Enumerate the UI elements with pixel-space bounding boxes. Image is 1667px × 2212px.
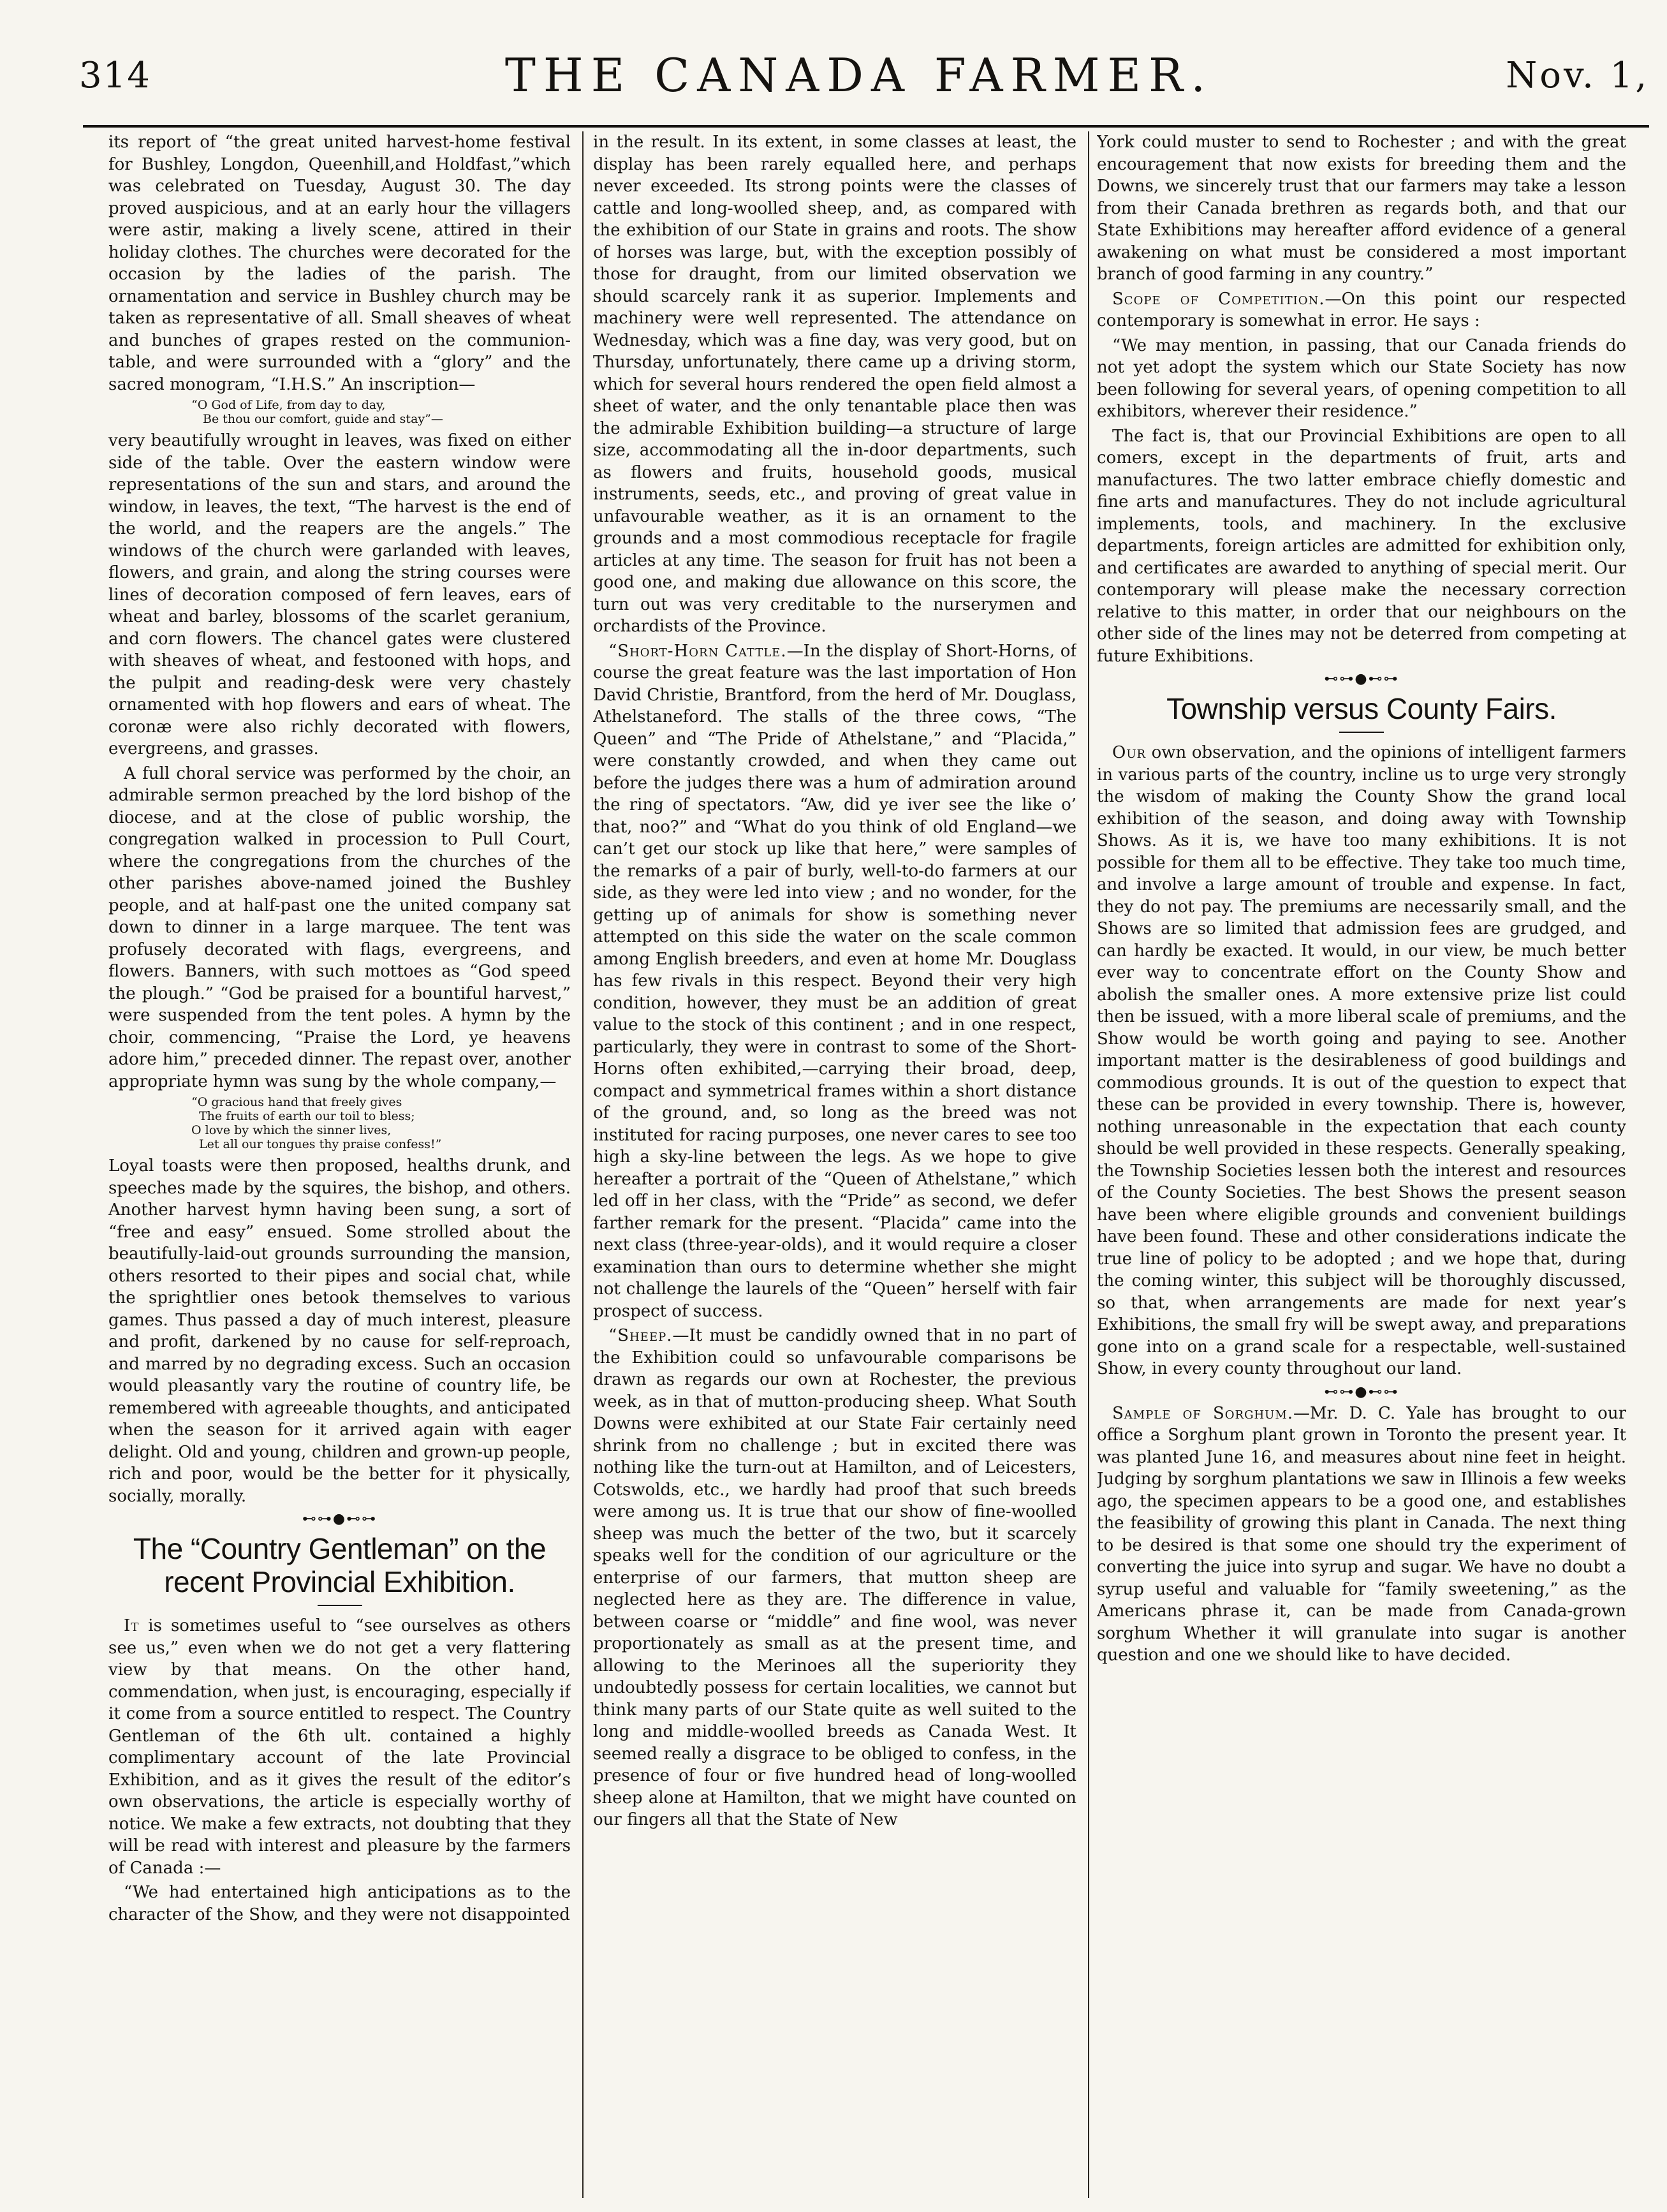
article-paragraph: [1097, 288, 1626, 332]
heading-rule: [1339, 732, 1384, 733]
verse-line: The fruits of earth our toil to bless;: [199, 1109, 415, 1123]
article-paragraph: [1097, 742, 1626, 1380]
lead-in: It: [124, 1616, 140, 1635]
lead-in: “Short-Horn Cattle.: [608, 641, 787, 661]
article-paragraph: [593, 640, 1076, 1323]
inscription-verse: [108, 398, 571, 426]
article-heading: Township versus County Fairs.: [1166, 692, 1557, 725]
page-number: 314: [79, 55, 151, 96]
article-heading: The “Country Gentleman” on the recent Provincial Exhibition.: [133, 1532, 547, 1598]
section-separator: ⊷⊶●⊷⊶: [1324, 1383, 1399, 1400]
lead-in: “Sheep.: [608, 1326, 673, 1345]
section-separator: ⊷⊶●⊷⊶: [302, 1511, 378, 1527]
paragraph-text: own observation, and the opinions of intelligent farmers in various parts of the country, incline us to urge very strongly the wisdom of making the County Show the grand local exhibition of the season, and doing away with Township Shows. As it is, we have too many exhibitions. It is not possible for them all to be effective. They take too much time, and involve a large amount of trouble and expense. In fact, they do not pay. The premiums are necessarily small, and the Shows are so limited that admission fees are grudged, and can hardly be exacted. It would, in our view, be much better ever way to concentrate effort on the County Show and abolish the smaller ones. A more extensive prize list could then be issued, with a more liberal scale of premiums, and the Show would be worth going and paying to see. Another important matter is the desirableness of good buildings and commodious grounds. It is out of the question to expect that these can be provided in every township. There is, however, nothing unreasonable in the expectation that each county should be well provided in these respects. Generally speaking, the Township Societies lessen both the interest and resources of the County Societies. The best Shows the present season have been where eligible grounds and convenient buildings have been found. These and other considerations indicate the true line of policy to be adopted ; and we hope that, during the coming winter, this subject will be thoroughly discussed, so that, when arrangements are made for next year’s Exhibitions, the small fry will be swept away, and preparations gone into on a grand scale for a respectable, well-sustained Show, in every county throughout our land.: [1097, 743, 1626, 1378]
issue-date: Nov. 1,: [1506, 55, 1649, 96]
verse-line: Be thou our comfort, guide and stay”—: [203, 412, 443, 426]
paragraph-text: —Mr. D. C. Yale has brought to our office a Sorghum plant grown in Toronto the present year. It was planted June 16, and measures about nine feet in height. Judging by sorghum plantations we saw in Illinois a few weeks ago, the specimen appears to be a good one, and establishes the feasibility of growing this plant in Canada. The next thing to be desired is that some one should try the experiment of converting the juice into syrup and sugar. We have no doubt a syrup useful and valuable for “family sweetening,” as the Americans phrase it, can be made from Canada-grown sorghum Whether it will granulate into sugar is another question and one we should like to have decided.: [1097, 1403, 1626, 1665]
column-3: [1097, 131, 1626, 2204]
column-divider: [582, 131, 584, 2198]
paragraph-text: —In the display of Short-Horns, of course the great feature was the last importation of Hon David Christie, Brantford, from the herd of Mr. Douglass, Athelstaneford. The stalls of the three cows, “The Queen” and “The Pride of Athelstane,” and “Placida,” were constantly crowded, and when they came out before the judges there was a hum of admiration around the ring of spectators. “Aw, did ye iver see the like o’ that, noo?” and “What do you think of old England—we can’t get our stock up like that here,” were samples of the remarks of a pair of burly, well-to-do farmers at our side, as they were led into view ; and no wonder, for the getting up of animals for show is something never attempted on this side the water on the scale common among English breeders, and even at home Mr. Douglass has few rivals in this respect. Beyond their very high condition, however, they must be an addition of great value to the stock of this continent ; and in one respect, particularly, they were in contrast to some of the Short-Horns often exhibited,—carrying their broad, deep, compact and symmetrical frames within a short distance of the ground, and, so long as the breed was not instituted for racing purposes, one never cares to see too high a sky-line between the legs. As we hope to give hereafter a portrait of the “Queen of Athelstane,” which led off in her class, with the “Pride” as second, we defer farther remark for the present. “Placida” came into the next class (three-year-olds), and it would require a closer examination than ours to determine whether she might not challenge the laurels of the “Queen” herself with fair prospect of success.: [593, 641, 1076, 1321]
paragraph-text: is sometimes useful to “see ourselves as others see us,” even when we do not get a very flattering view by that means. On the other hand, commendation, when just, is encouraging, especially if it come from a source entitled to respect. The Country Gentleman of the 6th ult. contained a highly complimentary account of the late Provincial Exhibition, and as it gives the result of the editor’s own observations, the article is especially worthy of notice. We make a few extracts, not doubting that they will be read with interest and pleasure by the farmers of Canada :—: [108, 1616, 571, 1878]
column-2: [593, 131, 1076, 2204]
lead-in: Sample of Sorghum.: [1112, 1403, 1294, 1423]
paragraph-text: —On this point our respected contemporary is somewhat in error. He says :: [1097, 289, 1626, 330]
column-divider: [1088, 131, 1089, 2198]
verse-line: O love by which the sinner lives,: [191, 1123, 392, 1137]
header-rule: [83, 125, 1649, 128]
article-paragraph: [593, 1325, 1076, 1831]
article-paragraph: “We had entertained high anticipations as to the character of the Show, and they were not disappointed: [108, 1883, 571, 1924]
verse-line: “O gracious hand that freely gives: [191, 1095, 402, 1109]
page-header: [69, 48, 1649, 106]
article-paragraph: [1097, 1403, 1626, 1667]
section-separator: ⊷⊶●⊷⊶: [1324, 671, 1399, 687]
lead-in: Our: [1112, 743, 1147, 762]
article-paragraph: very beautifully wrought in leaves, was fixed on either side of the table. Over the eastern window were representations of the sun and stars, and around the window, in leaves, the text, “The harvest is the end of the world, and the reapers are the angels.” The windows of the church were garlanded with leaves, flowers, and grain, and along the string courses were lines of decoration composed of fern leaves, ears of wheat and barley, blossoms of the scarlet geranium, and corn flowers. The chancel gates were clustered with sheaves of wheat, and festooned with hops, and the pulpit and reading-desk were very chastely ornamented with hop flowers and ears of wheat. The coronæ were also richly decorated with flowers, evergreens, and grasses.: [108, 431, 571, 758]
hymn-verse: [108, 1095, 571, 1151]
article-paragraph: [108, 1615, 571, 1879]
paragraph-text: —It must be candidly owned that in no part of the Exhibition could so unfavourable comparisons be drawn as regards our own at Rochester, the previous week, as in that of mutton-producing sheep. What South Downs were exhibited at our State Fair certainly need shrink from no challenge ; but in excited there was nothing like the turn-out at Hamilton, and of Leicesters, Cotswolds, etc., we hardly had proof that such breeds were among us. It is true that our show of fine-woolled sheep was much the better of the two, but it scarcely speaks well for the condition of our agriculture or the enterprise of our farmers, that mutton sheep are neglected here as they are. The difference in value, between coarse or “middle” and fine wool, was never proportionately as small as at the present time, and allowing to the Merinoes all the superiority they undoubtedly possess for certain localities, we cannot but think many parts of our State quite as well suited to the long and middle-woolled breeds as Canada West. It seemed really a disgrace to be obliged to confess, in the presence of four or five hundred head of long-woolled sheep alone at Hamilton, that we might have counted on our fingers all that the State of New: [593, 1326, 1076, 1829]
article-paragraph: its report of “the great united harvest-home festival for Bushley, Longdon, Queenhill,and Holdfast,”which was celebrated on Tuesday, August 30. The day proved auspicious, and at an early hour the villagers were astir, making a lively scene, attired in their holiday clothes. The churches were decorated for the occasion by the ladies of the parish. The ornamentation and service in Bushley church may be taken as representative of all. Small sheaves of wheat and bunches of grapes rested on the communion-table, and were surrounded with a “glory” and the sacred monogram, “I.H.S.” An inscription—: [108, 133, 571, 394]
quoted-paragraph: “We may mention, in passing, that our Canada friends do not yet adopt the system which our State Society has now been following for several years, of opening competition to all exhibitors, wherever their residence.”: [1097, 335, 1626, 421]
heading-rule: [318, 1605, 362, 1606]
verse-line: “O God of Life, from day to day,: [191, 398, 386, 412]
lead-in: Scope of Competition.: [1112, 289, 1325, 309]
article-paragraph: The fact is, that our Provincial Exhibitions are open to all comers, except in the departments of fruit, arts and manufactures. The two latter embrace chiefly domestic and fine arts and manufactures. They do not include agricultural implements, tools, and machinery. In the exclusive departments, foreign articles are admitted for exhibition only, and certificates are awarded to anything of special merit. Our contemporary will please make the necessary correction relative to this matter, in order that our neighbours on the other side of the lines may not be deterred from competing at future Exhibitions.: [1097, 426, 1626, 666]
article-paragraph: in the result. In its extent, in some classes at least, the display has been rarely equalled here, and perhaps never exceeded. Its strong points were the classes of cattle and long-woolled sheep, and, as compared with the exhibition of our State in grains and roots. The show of horses was large, but, with the exception possibly of those for draught, from our limited observation we should scarcely rank it as superior. Implements and machinery were well represented. The attendance on Wednesday, which was a fine day, was very good, but on Thursday, unfortunately, there came up a driving storm, which for several hours rendered the open field almost a sheet of water, and the only tenantable place then was the admirable Exhibition building—a structure of large size, accommodating all the in-door departments, such as flowers and fruits, household goods, musical instruments, seeds, etc., and proving of great value in unfavourable weather, as it is an ornament to the grounds and a most commodious receptacle for fragile articles at any time. The season for fruit has not been a good one, and making due allowance on this score, the turn out was very creditable to the nurserymen and orchardists of the Province.: [593, 133, 1076, 636]
verse-line: Let all our tongues thy praise confess!”: [199, 1137, 442, 1151]
article-paragraph: York could muster to send to Rochester ; and with the great encouragement that now exists for breeding them and the Downs, we sincerely trust that our farmers may take a lesson from their Canada brethren as regards both, and that our State Exhibitions may hereafter afford evidence of a general awakening on what must be considered a most important branch of good farming in any country.”: [1097, 133, 1626, 284]
article-paragraph: A full choral service was performed by the choir, an admirable sermon preached by the lord bishop of the diocese, and at the close of public worship, the congregation walked in procession to Pull Court, where the congregations from the churches of the other parishes above-named joined the Bushley people, and at half-past one the united company sat down to dinner in a large marquee. The tent was profusely decorated with flags, evergreens, and flowers. Banners, with such mottoes as “God speed the plough.” “God be praised for a bountiful harvest,” were suspended from the tent poles. A hymn by the choir, commencing, “Praise the Lord, ye heavens adore him,” preceded dinner. The repast over, another appropriate hymn was sung by the whole company,—: [108, 763, 571, 1091]
column-1: [108, 131, 571, 2204]
article-paragraph: Loyal toasts were then proposed, healths drunk, and speeches made by the squires, the bishop, and others. Another harvest hymn having been sung, a sort of “free and easy” ensued. Some strolled about the beautifully-laid-out grounds surrounding the mansion, others resorted to their pipes and social chat, while the sprightlier ones betook themselves to various games. Thus passed a day of much interest, pleasure and profit, darkened by no cause for self-reproach, and marred by no degrading excess. Such an occasion would pleasantly vary the routine of country life, be remembered with agreeable thoughts, and anticipated when the season for it arrived again with eager delight. Old and young, children and grown-up people, rich and poor, would be the better for it physically, socially, morally.: [108, 1156, 571, 1506]
masthead-title: THE CANADA FARMER.: [504, 48, 1214, 102]
